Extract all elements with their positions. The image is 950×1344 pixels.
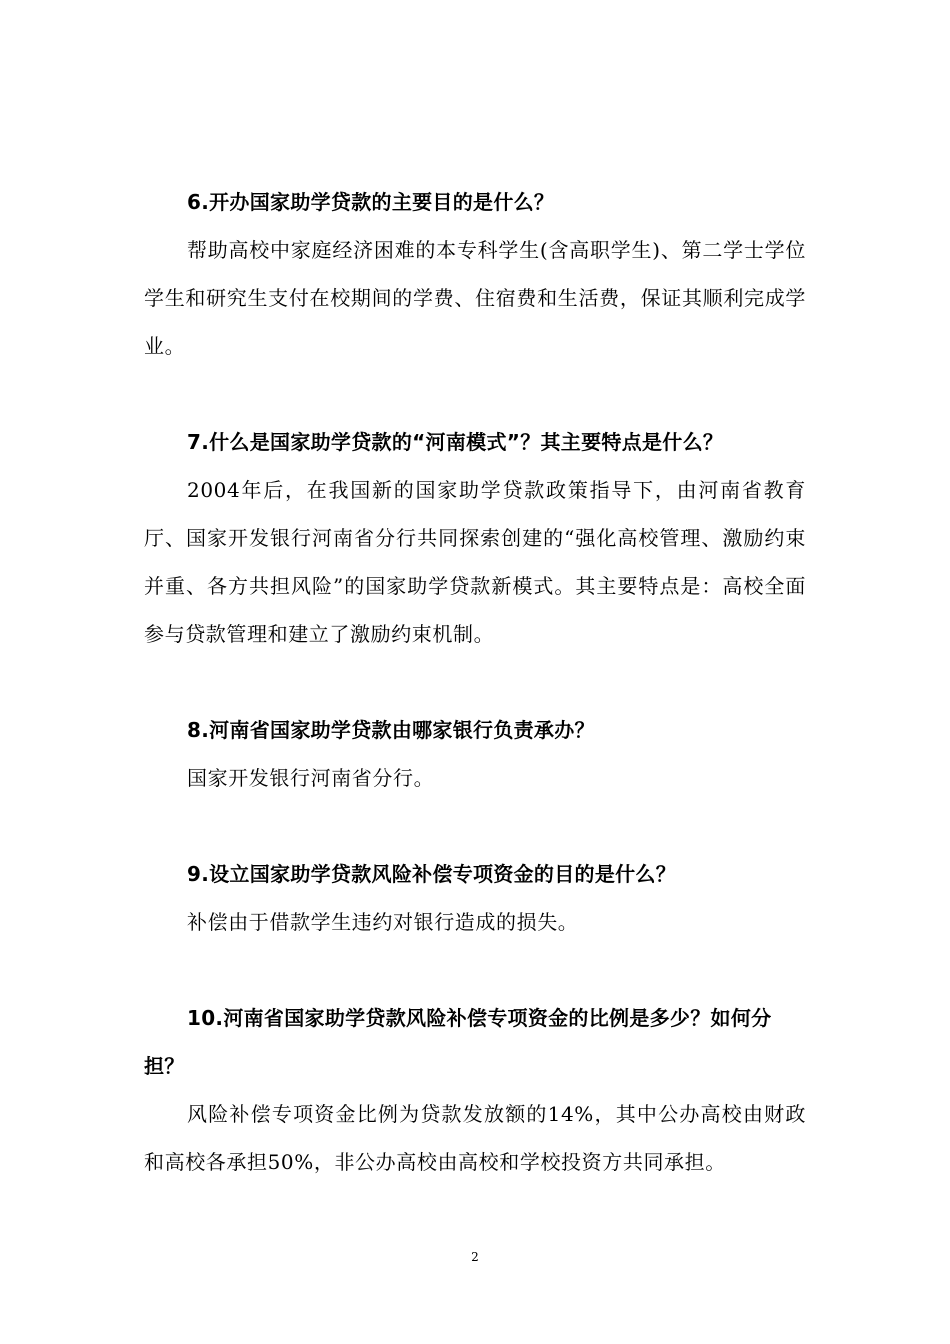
section-spacer xyxy=(144,370,806,418)
section-spacer xyxy=(144,946,806,994)
question-heading: 10.河南省国家助学贷款风险补偿专项资金的比例是多少？如何分担？ xyxy=(144,1006,772,1078)
qa-item-10 xyxy=(144,994,806,1186)
answer-paragraph: 2004年后，在我国新的国家助学贷款政策指导下，由河南省教育厅、国家开发银行河南省分行共同探索创建的“强化高校管理、激励约束并重、各方共担风险”的国家助学贷款新模式。其主要特点是：高校全面参与贷款管理和建立了激励约束机制。 xyxy=(144,478,806,646)
answer-paragraph: 国家开发银行河南省分行。 xyxy=(187,766,435,790)
qa-item-7 xyxy=(144,418,806,658)
answer-paragraph: 帮助高校中家庭经济困难的本专科学生(含高职学生)、第二学士学位学生和研究生支付在校期间的学费、住宿费和生活费，保证其顺利完成学业。 xyxy=(144,238,806,358)
question-heading: 7.什么是国家助学贷款的“河南模式”？其主要特点是什么？ xyxy=(187,430,724,454)
section-spacer xyxy=(144,658,806,706)
section-spacer xyxy=(144,802,806,850)
qa-item-9 xyxy=(144,850,806,946)
question-heading: 9.设立国家助学贷款风险补偿专项资金的目的是什么？ xyxy=(187,862,677,886)
qa-item-8 xyxy=(144,706,806,802)
answer-paragraph: 风险补偿专项资金比例为贷款发放额的14%，其中公办高校由财政和高校各承担50%，非公办高校由高校和学校投资方共同承担。 xyxy=(144,1102,806,1174)
qa-content xyxy=(144,178,806,1186)
qa-item-6 xyxy=(144,178,806,370)
question-heading: 8.河南省国家助学贷款由哪家银行负责承办？ xyxy=(187,718,595,742)
page-number: 2 xyxy=(471,1250,479,1264)
answer-paragraph: 补偿由于借款学生违约对银行造成的损失。 xyxy=(187,910,579,934)
question-heading: 6.开办国家助学贷款的主要目的是什么？ xyxy=(187,190,555,214)
